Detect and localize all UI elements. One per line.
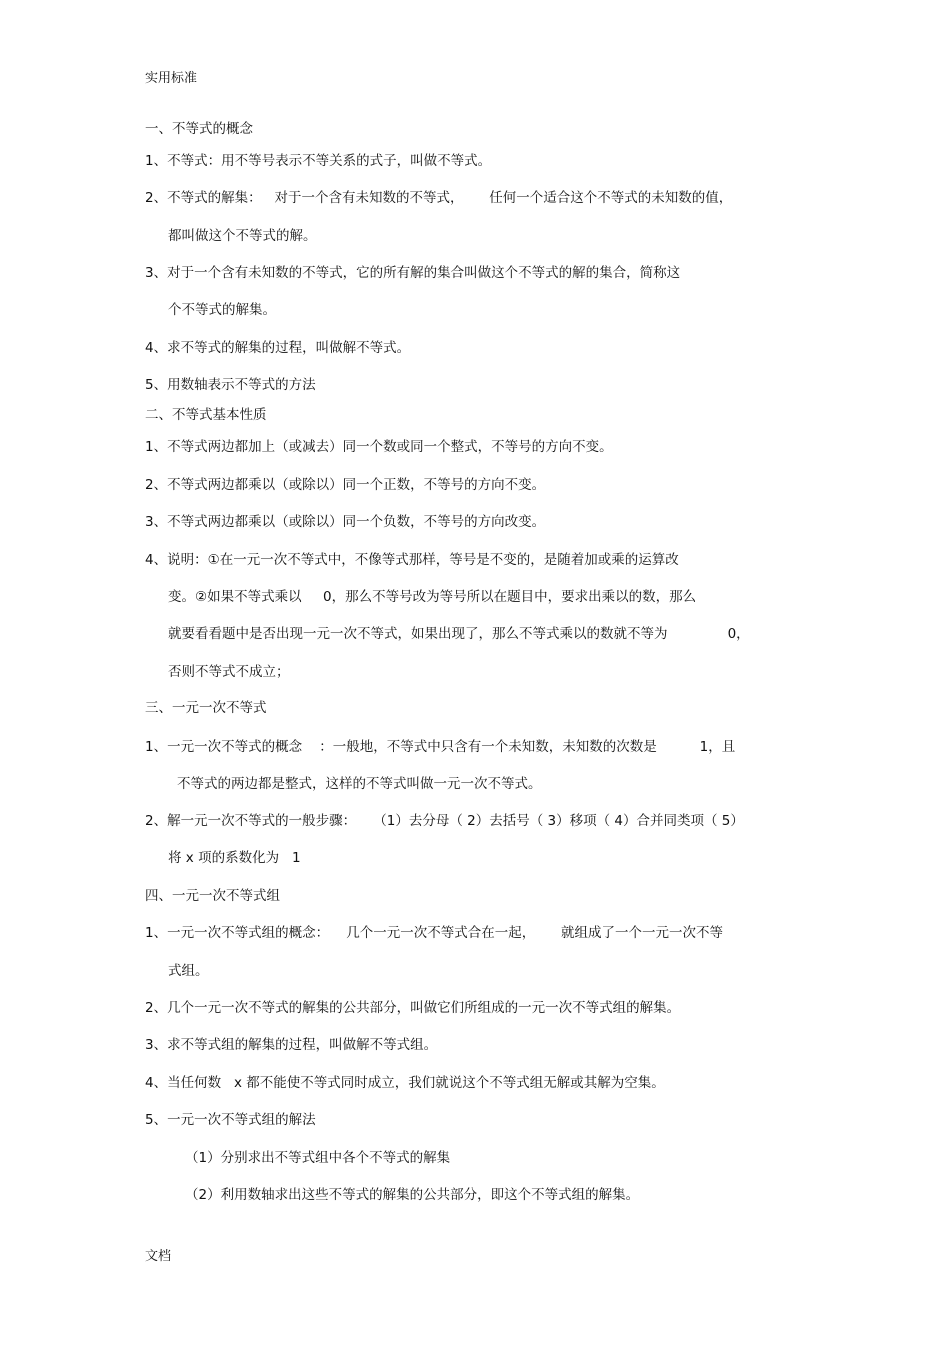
paragraph-line: 4、说明：①在一元一次不等式中，不像等式那样，等号是不变的，是随着加或乘的运算改 xyxy=(145,552,679,568)
paragraph-line: 1、一元一次不等式的概念 ：一般地，不等式中只含有一个未知数，未知数的次数是 1，且 xyxy=(145,739,736,755)
paragraph-line: 否则不等式不成立； xyxy=(168,664,290,680)
section-heading: 二、不等式基本性质 xyxy=(145,407,267,423)
paragraph-line: 4、求不等式的解集的过程，叫做解不等式。 xyxy=(145,340,411,356)
paragraph-line: （2）利用数轴求出这些不等式的解集的公共部分，即这个不等式组的解集。 xyxy=(185,1187,640,1203)
paragraph-line: （1）分别求出不等式组中各个不等式的解集 xyxy=(185,1150,451,1166)
paragraph-line: 变。②如果不等式乘以 0，那么不等号改为等号所以在题目中，要求出乘以的数，那么 xyxy=(168,589,697,605)
page-header: 实用标准 xyxy=(145,71,198,86)
page-footer: 文档 xyxy=(145,1249,172,1264)
section-heading: 四、一元一次不等式组 xyxy=(145,888,280,904)
paragraph-line: 2、不等式的解集： 对于一个含有未知数的不等式， 任何一个适合这个不等式的未知数的值， xyxy=(145,190,733,206)
paragraph-line: 2、解一元一次不等式的一般步骤： （1）去分母（ 2）去括号（ 3）移项（ 4）合并同类项（ 5） xyxy=(145,813,744,829)
paragraph-line: 将 x 项的系数化为 1 xyxy=(168,850,301,866)
paragraph-line: 3、对于一个含有未知数的不等式，它的所有解的集合叫做这个不等式的解的集合，简称这 xyxy=(145,265,681,281)
paragraph-line: 1、不等式两边都加上（或减去）同一个数或同一个整式，不等号的方向不变。 xyxy=(145,439,613,455)
paragraph-line: 3、不等式两边都乘以（或除以）同一个负数，不等号的方向改变。 xyxy=(145,514,546,530)
paragraph-line: 5、用数轴表示不等式的方法 xyxy=(145,377,316,393)
paragraph-line: 1、一元一次不等式组的概念： 几个一元一次不等式合在一起， 就组成了一个一元一次不等 xyxy=(145,925,724,941)
paragraph-line: 5、一元一次不等式组的解法 xyxy=(145,1112,316,1128)
paragraph-line: 就要看看题中是否出现一元一次不等式，如果出现了，那么不等式乘以的数就不等为 0， xyxy=(168,626,750,642)
paragraph-line: 2、不等式两边都乘以（或除以）同一个正数，不等号的方向不变。 xyxy=(145,477,546,493)
paragraph-line: 都叫做这个不等式的解。 xyxy=(168,228,317,244)
paragraph-line: 个不等式的解集。 xyxy=(168,302,276,318)
paragraph-line: 2、几个一元一次不等式的解集的公共部分，叫做它们所组成的一元一次不等式组的解集。 xyxy=(145,1000,681,1016)
paragraph-line: 不等式的两边都是整式，这样的不等式叫做一元一次不等式。 xyxy=(177,776,542,792)
paragraph-line: 1、不等式：用不等号表示不等关系的式子，叫做不等式。 xyxy=(145,153,492,169)
paragraph-line: 3、求不等式组的解集的过程，叫做解不等式组。 xyxy=(145,1037,438,1053)
paragraph-line: 4、当任何数 x 都不能使不等式同时成立，我们就说这个不等式组无解或其解为空集。 xyxy=(145,1075,665,1091)
paragraph-line: 式组。 xyxy=(168,963,209,979)
section-heading: 三、一元一次不等式 xyxy=(145,700,267,716)
section-heading: 一、不等式的概念 xyxy=(145,121,253,137)
